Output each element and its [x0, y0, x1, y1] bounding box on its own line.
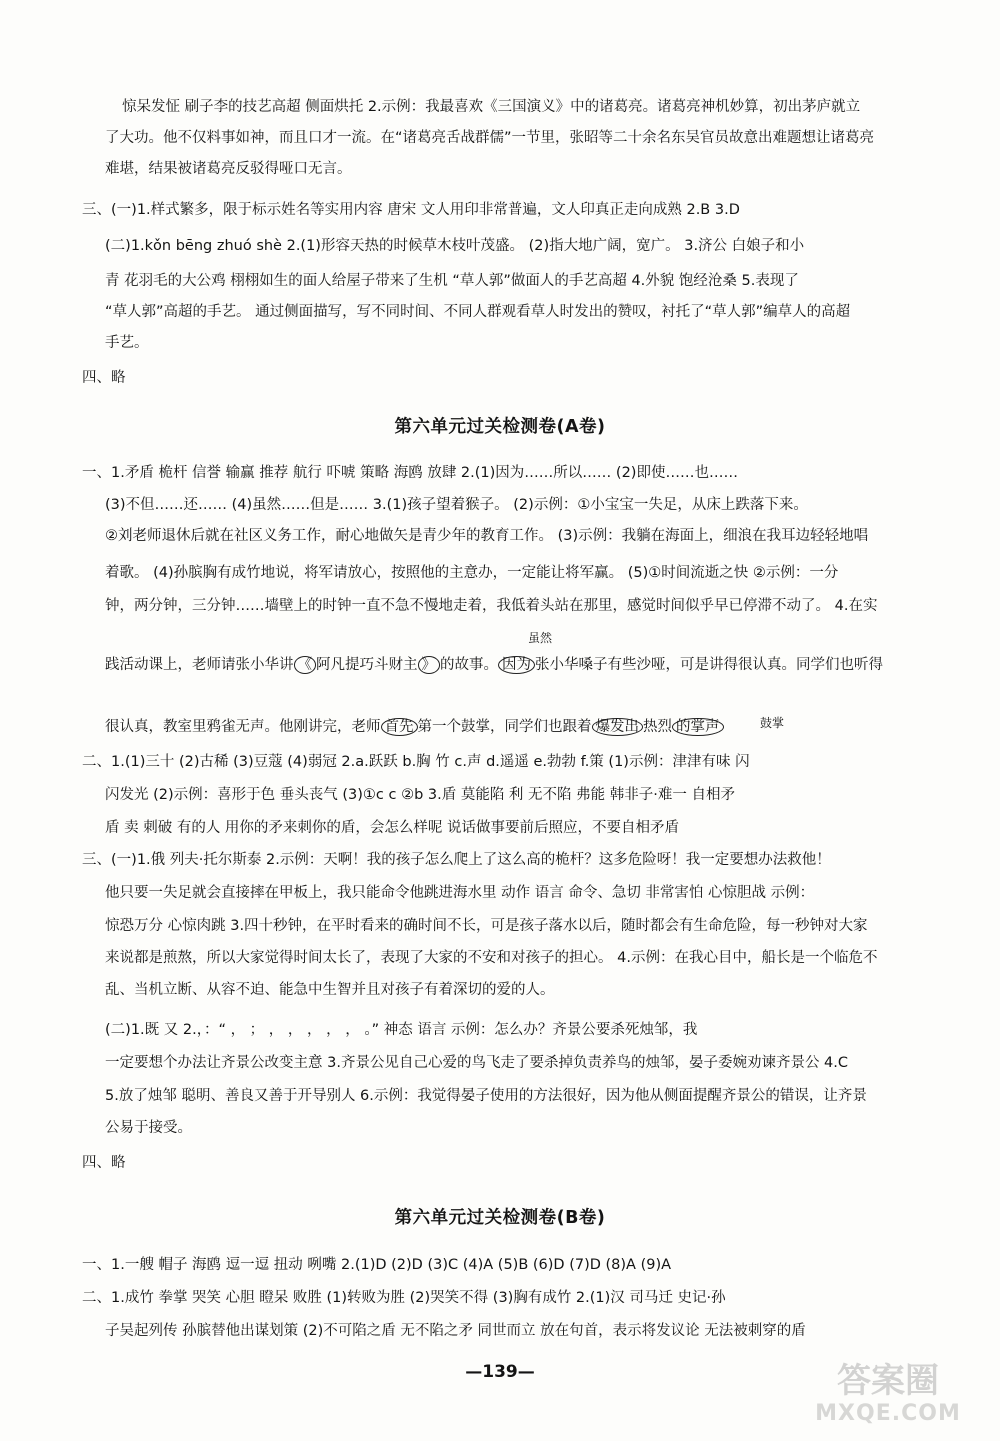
text-line: 青 花羽毛的大公鸡 栩栩如生的面人给屋子带来了生机 “草人郭”做面人的手艺高超 4.外貌 饱经沧桑 5.表现了: [105, 273, 799, 289]
text-line: 惊呆发怔 刷子李的技艺高超 侧面烘托 2.示例：我最喜欢《三国演义》中的诸葛亮。诸葛亮神机妙算，初出茅庐就立: [122, 99, 861, 115]
text-line: 一定要想个办法让齐景公改变主意 3.齐景公见自己心爱的鸟飞走了要杀掉负责养鸟的烛邹，晏子委婉劝谏齐景公 4.C: [105, 1055, 849, 1071]
text-line-marked: [105, 717, 724, 737]
text-line: 乱、当机立断、从容不迫、能急中生智并且对孩子有着深切的爱的人。: [105, 982, 555, 998]
text-segment: 很认真，教室里鸦雀无声。他刚讲完，老师: [105, 719, 381, 735]
circled-word: 因为: [498, 656, 535, 674]
edit-insertion: 虽然: [528, 631, 553, 645]
text-line: 了大功。他不仅料事如神，而且口才一流。在“诸葛亮舌战群儒”一节里，张昭等二十余名东吴官员故意出难题想让诸葛亮: [105, 130, 875, 146]
text-line: 钟，两分钟，三分钟……墙壁上的时钟一直不急不慢地走着，我低着头站在那里，感觉时间似乎早已停滞不动了。 4.在实: [105, 598, 878, 614]
text-line: 闪发光 (2)示例：喜形于色 垂头丧气 (3)①c c ②b 3.盾 莫能陷 利 无不陷 弗能 韩非子·难一 自相矛: [105, 787, 735, 803]
circled-word: 首先: [381, 718, 418, 736]
text-line: 着歌。 (4)孙膑胸有成竹地说，将军请放心，按照他的主意办，一定能让将军赢。 (5)①时间流逝之快 ②示例：一分: [105, 565, 839, 581]
text-line: 一、1.矛盾 桅杆 信誉 输赢 推荐 航行 吓唬 策略 海鸥 放肆 2.(1)因为……所以…… (2)即使……也……: [82, 465, 738, 481]
circled-word: 爆发出: [592, 718, 644, 736]
text-segment: 热烈: [643, 719, 672, 735]
text-line: (二)1.kǒn bēng zhuó shè 2.(1)形容天热的时候草木枝叶茂盛。 (2)指大地广阔，宽广。 3.济公 白娘子和小: [105, 238, 805, 254]
section-title: 第六单元过关检测卷(A卷): [394, 417, 606, 437]
text-line: “草人郭”高超的手艺。 通过侧面描写，写不同时间、不同人群观看草人时发出的赞叹，衬托了“草人郭”编草人的高超: [105, 304, 851, 320]
text-line: 四、略: [82, 1155, 126, 1171]
text-line: 一、1.一艘 帽子 海鸥 逗一逗 扭动 咧嘴 2.(1)D (2)D (3)C (4)A (5)B (6)D (7)D (8)A (9)A: [82, 1257, 672, 1273]
watermark-text: 答案圈: [837, 1361, 939, 1401]
section-title: 第六单元过关检测卷(B卷): [394, 1208, 606, 1228]
text-line: 子吴起列传 孙膑替他出谋划策 (2)不可陷之盾 无不陷之矛 同世而立 放在句首，表示将发议论 无法被刺穿的盾: [105, 1323, 806, 1339]
text-line: ②刘老师退休后就在社区义务工作，耐心地做矢是青少年的教育工作。 (3)示例：我躺在海面上，细浪在我耳边轻轻地唱: [105, 528, 869, 544]
edit-insertion: 鼓掌: [760, 716, 785, 730]
text-line: 来说都是煎熬，所以大家觉得时间太长了，表现了大家的不安和对孩子的担心。 4.示例：在我心目中，船长是一个临危不: [105, 950, 878, 966]
page-number: —139—: [465, 1362, 535, 1382]
text-segment: 张小华嗓子有些沙哑，可是讲得很认真。同学们也听得: [535, 657, 883, 673]
text-line: 三、(一)1.样式繁多，限于标示姓名等实用内容 唐宋 文人用印非常普遍，文人印真正走向成熟 2.B 3.D: [82, 202, 740, 218]
text-line: 他只要一失足就会直接摔在甲板上，我只能命令他跳进海水里 动作 语言 命令、急切 非常害怕 心惊胆战 示例：: [105, 885, 815, 901]
circled-word: 的掌声: [672, 718, 724, 736]
text-line: 公易于接受。: [105, 1120, 192, 1136]
text-line-marked: [105, 655, 883, 675]
circled-punctuation: 》: [418, 656, 441, 674]
text-segment: 阿凡提巧斗财主: [316, 657, 418, 673]
text-line: 二、1.成竹 拳掌 哭笑 心胆 瞪呆 败胜 (1)转败为胜 (2)哭笑不得 (3)胸有成竹 2.(1)汉 司马迁 史记·孙: [82, 1290, 726, 1306]
text-segment: 践活动课上，老师请张小华讲: [105, 657, 294, 673]
text-line: 三、(一)1.俄 列夫·托尔斯泰 2.示例：天啊！我的孩子怎么爬上了这么高的桅杆？这多危险呀！我一定要想办法救他！: [82, 852, 831, 868]
watermark-logo: [788, 1361, 988, 1433]
text-line: 惊恐万分 心惊肉跳 3.四十秒钟，在平时看来的确时间不长，可是孩子落水以后，随时都会有生命危险，每一秒钟对大家: [105, 918, 868, 934]
text-line: 5.放了烛邹 聪明、善良又善于开导别人 6.示例：我觉得晏子使用的方法很好，因为他从侧面提醒齐景公的错误，让齐景: [105, 1088, 867, 1104]
text-line: 四、略: [82, 370, 126, 386]
text-line: 手艺。: [105, 335, 149, 351]
circled-punctuation: 《: [294, 656, 317, 674]
text-segment: 的故事。: [440, 657, 498, 673]
text-segment: 第一个鼓掌，同学们也跟着: [417, 719, 592, 735]
text-line: (二)1.既 又 2.，：“ ， ； ， ， ， ， ， 。” 神态 语言 示例：怎么办？齐景公要杀死烛邹，我: [105, 1022, 698, 1038]
watermark-url: MXQE.COM: [815, 1401, 961, 1426]
text-line: 二、1.(1)三十 (2)古稀 (3)豆蔻 (4)弱冠 2.a.跃跃 b.胸 竹 c.声 d.遥遥 e.勃勃 f.策 (1)示例：津津有味 闪: [82, 754, 750, 770]
text-line: 难堪，结果被诸葛亮反驳得哑口无言。: [105, 161, 352, 177]
text-line: 盾 卖 刺破 有的人 用你的矛来刺你的盾，会怎么样呢 说话做事要前后照应，不要自相矛盾: [105, 820, 680, 836]
text-line: (3)不但……还…… (4)虽然……但是…… 3.(1)孩子望着猴子。 (2)示例：①小宝宝一失足，从床上跌落下来。: [105, 497, 808, 513]
